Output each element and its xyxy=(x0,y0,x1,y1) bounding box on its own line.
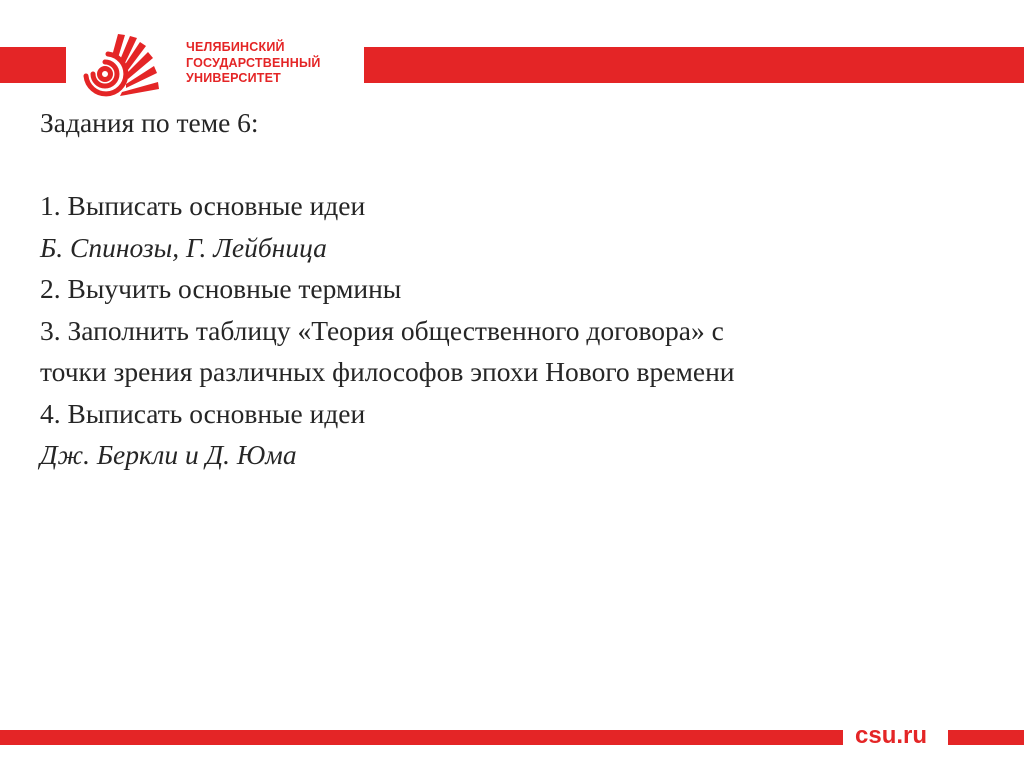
task-1: 1. Выписать основные идеи xyxy=(40,190,366,221)
task-3: 3. Заполнить таблицу «Теория общественного договора» с xyxy=(40,314,724,346)
slide-content xyxy=(40,102,1000,476)
task-4-names: Дж. Беркли и Д. Юма xyxy=(40,439,297,470)
footer-bar-right xyxy=(948,730,1024,745)
slide-title: Задания по теме 6: xyxy=(40,107,259,138)
task-3-continued: точки зрения различных философов эпохи Нового времени xyxy=(40,356,735,387)
university-name-line-1: ЧЕЛЯБИНСКИЙ xyxy=(186,40,285,54)
header-bar-left xyxy=(0,47,66,83)
task-4: 4. Выписать основные идеи xyxy=(40,397,366,429)
blank-line xyxy=(40,144,1000,186)
university-name-line-3: УНИВЕРСИТЕТ xyxy=(186,71,281,85)
university-name-line-2: ГОСУДАРСТВЕННЫЙ xyxy=(186,55,321,70)
university-name xyxy=(186,40,321,87)
task-2: 2. Выучить основные термины xyxy=(40,273,402,304)
footer-bar-left xyxy=(0,730,843,745)
task-1-names: Б. Спинозы, Г. Лейбница xyxy=(40,231,327,263)
site-url: csu.ru xyxy=(855,722,928,749)
header-bar-right xyxy=(364,47,1024,83)
university-emblem-icon xyxy=(78,30,180,100)
